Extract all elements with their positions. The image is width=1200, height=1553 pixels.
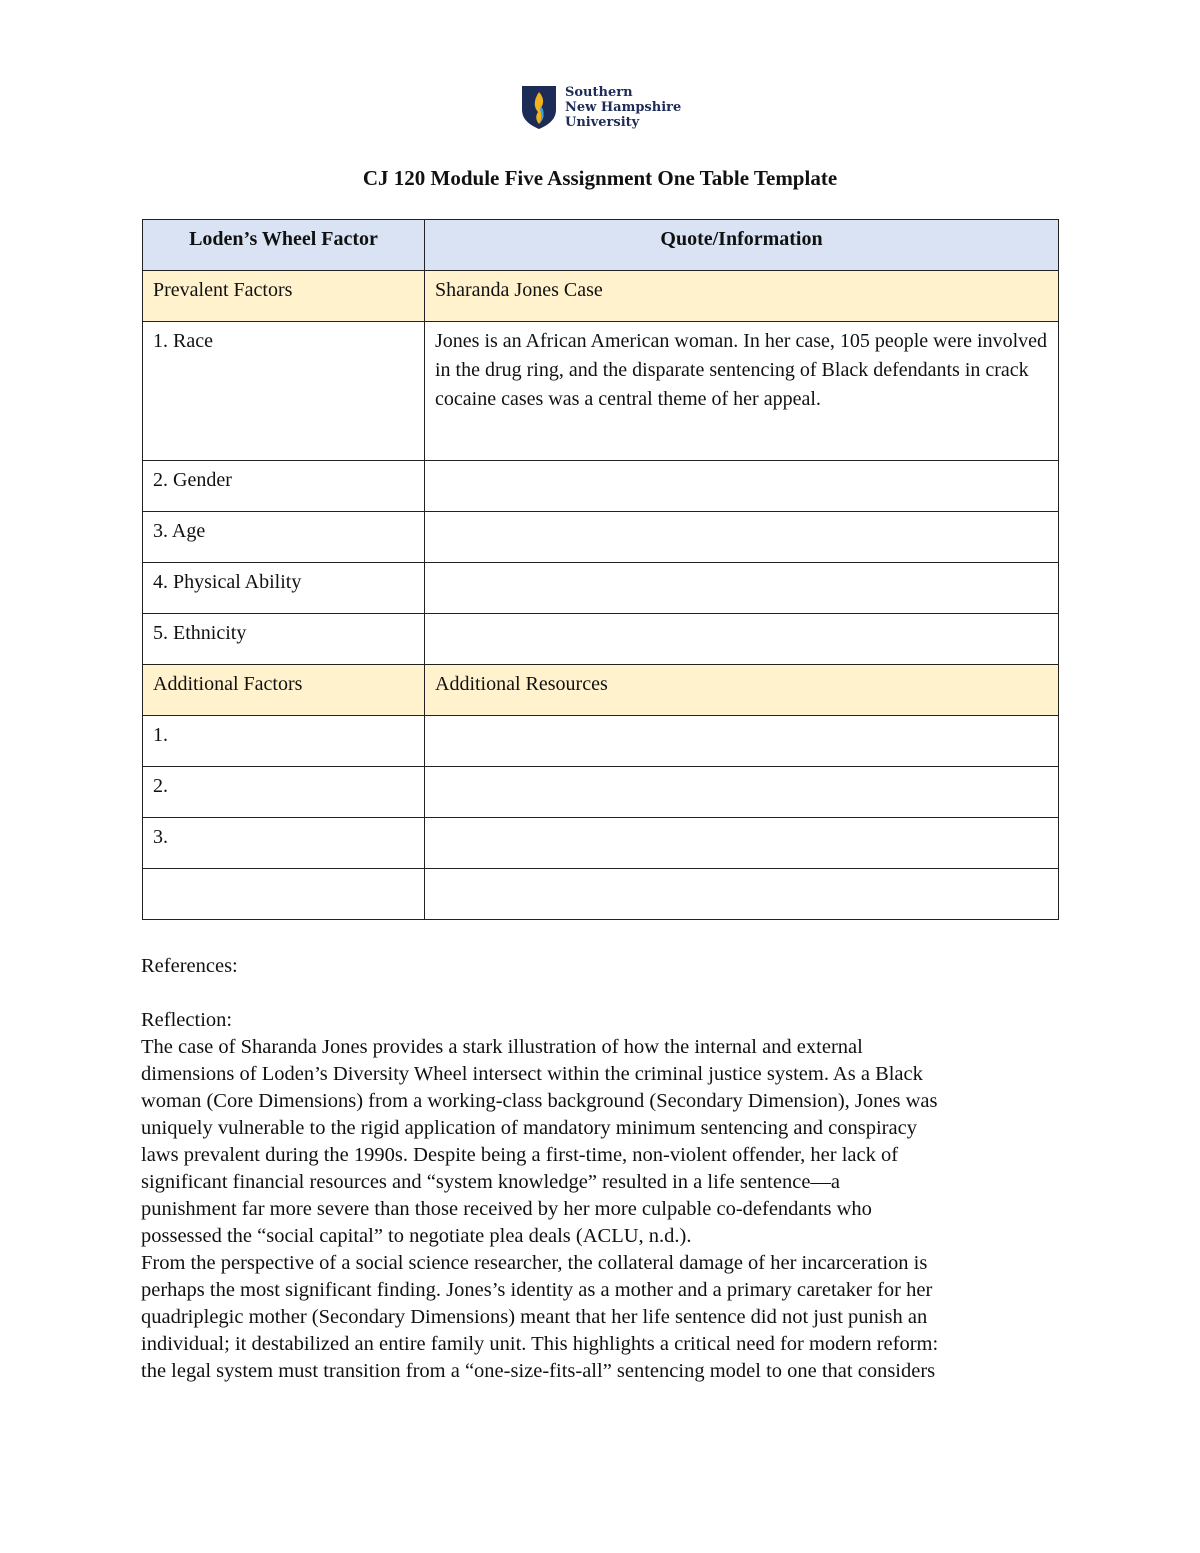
reflection-line: laws prevalent during the 1990s. Despite being a first-time, non-violent offender, her lack of — [141, 1144, 899, 1166]
table-row — [143, 461, 1059, 512]
table-row — [143, 716, 1059, 767]
reflection-line: quadriplegic mother (Secondary Dimensions) meant that her life sentence did not just punish an — [141, 1306, 928, 1328]
reflection-label: Reflection: — [141, 1009, 233, 1031]
reflection-line: woman (Core Dimensions) from a working-class background (Secondary Dimension), Jones was — [141, 1090, 938, 1112]
table-row — [143, 869, 1059, 920]
reflection-line: perhaps the most significant finding. Jones’s identity as a mother and a primary caretaker for her — [141, 1279, 933, 1301]
column-header: Loden’s Wheel Factor — [143, 220, 425, 271]
logo-line-3: University — [565, 114, 640, 130]
reflection-line: From the perspective of a social science researcher, the collateral damage of her incarceration is — [141, 1252, 928, 1274]
document-title: CJ 120 Module Five Assignment One Table Template — [362, 166, 838, 190]
shield-flame-icon — [521, 84, 557, 130]
table-row — [143, 512, 1059, 563]
table-cell: Jones is an African American woman. In her case, 105 people were involved in the drug ring, and the disparate sentencing of Black defendants in crack cocaine cases was a central theme of her appeal. — [425, 322, 1059, 461]
logo-line-1: Southern — [565, 84, 633, 100]
table-row — [143, 271, 1059, 322]
table-row — [143, 767, 1059, 818]
table-cell — [425, 869, 1059, 920]
table-cell: 1. — [143, 716, 425, 767]
table-cell: 3. — [143, 818, 425, 869]
reflection-line: the legal system must transition from a “one-size-fits-all” sentencing model to one that considers — [141, 1360, 936, 1382]
table-cell — [143, 869, 425, 920]
table-cell — [425, 461, 1059, 512]
table-cell — [425, 563, 1059, 614]
snhu-logo — [521, 84, 681, 130]
table-cell: Sharanda Jones Case — [425, 271, 1059, 322]
reflection-paragraph — [141, 1034, 938, 1385]
table-row — [143, 322, 1059, 461]
logo-line-2: New Hampshire — [565, 99, 682, 115]
table-cell — [425, 614, 1059, 665]
table-cell — [425, 767, 1059, 818]
table-cell: Prevalent Factors — [143, 271, 425, 322]
table-cell: 4. Physical Ability — [143, 563, 425, 614]
reflection-line: significant financial resources and “system knowledge” resulted in a life sentence—a — [141, 1171, 841, 1193]
table-cell: 1. Race — [143, 322, 425, 461]
reflection-line: dimensions of Loden’s Diversity Wheel intersect within the criminal justice system. As a Black — [141, 1063, 923, 1085]
reflection-line: individual; it destabilized an entire family unit. This highlights a critical need for modern reform: — [141, 1333, 939, 1355]
table-cell: 2. — [143, 767, 425, 818]
table-cell: 3. Age — [143, 512, 425, 563]
table-cell — [425, 716, 1059, 767]
table-row — [143, 818, 1059, 869]
references-label: References: — [141, 955, 238, 977]
reflection-line: uniquely vulnerable to the rigid application of mandatory minimum sentencing and conspiracy — [141, 1117, 917, 1139]
loden-wheel-table — [142, 219, 1059, 920]
table-row — [143, 665, 1059, 716]
body-text — [141, 953, 938, 1385]
table-row — [143, 563, 1059, 614]
table-cell: 5. Ethnicity — [143, 614, 425, 665]
reflection-line: possessed the “social capital” to negotiate plea deals (ACLU, n.d.). — [141, 1225, 692, 1247]
reflection-line: The case of Sharanda Jones provides a stark illustration of how the internal and external — [141, 1036, 863, 1058]
reflection-line: punishment far more severe than those received by her more culpable co-defendants who — [141, 1198, 872, 1220]
table-cell: 2. Gender — [143, 461, 425, 512]
table-cell — [425, 512, 1059, 563]
table-cell — [425, 818, 1059, 869]
table-cell: Additional Resources — [425, 665, 1059, 716]
table-header-row — [143, 220, 1059, 271]
table-cell: Additional Factors — [143, 665, 425, 716]
table-row — [143, 614, 1059, 665]
column-header: Quote/Information — [425, 220, 1059, 271]
